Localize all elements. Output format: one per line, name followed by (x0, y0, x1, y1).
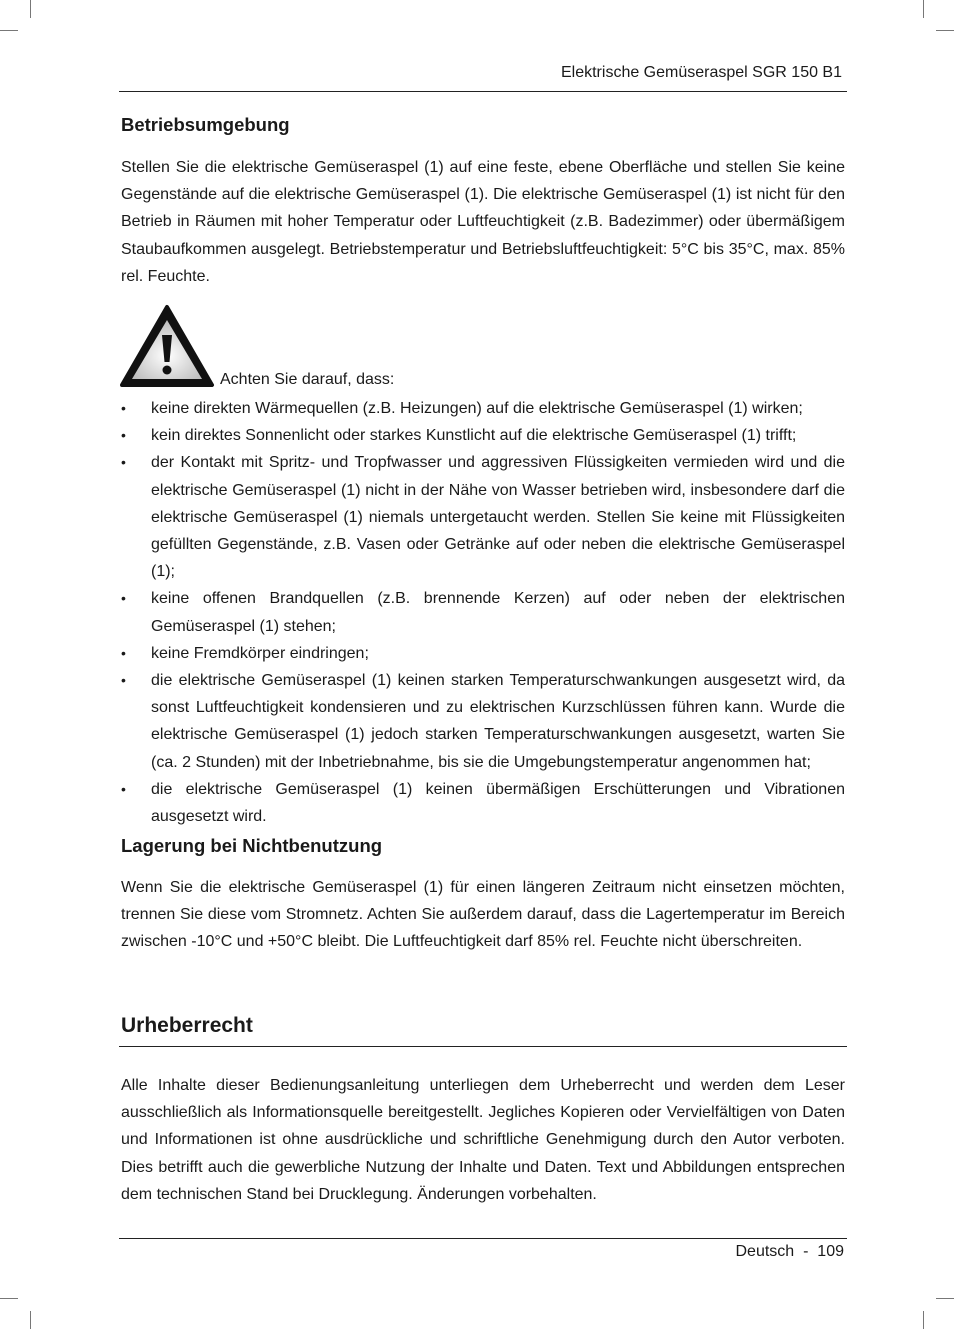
section-heading-copyright: Urheberrecht (121, 1014, 253, 1037)
paragraph-storage: Wenn Sie die elektrische Gemüseraspel (1) für einen längeren Zeitraum nicht einsetzen möchten, trennen Sie diese vom Stromnetz. Achten Sie außerdem darauf, dass die Lagertemperatur im Bereich zwischen -10°C und +50°C bleibt. Die Luftfeuchtigkeit darf 85% rel. Feuchte nicht überschreiten. (121, 879, 845, 951)
page-header-title: Elektrische Gemüseraspel SGR 150 B1 (560, 64, 842, 81)
list-item (121, 667, 845, 776)
list-item-text: keine direkten Wärmequellen (z.B. Heizungen) auf die elektrische Gemüseraspel (1) wirken; (151, 400, 803, 417)
bullet-icon: • (121, 400, 126, 416)
page-footer: Deutsch - 109 (735, 1243, 844, 1260)
list-item-text: kein direktes Sonnenlicht oder starkes Kunstlicht auf die elektrische Gemüseraspel (1) trifft; (151, 427, 797, 445)
section-heading-environment: Betriebsumgebung (121, 114, 290, 135)
section-heading-storage: Lagerung bei Nichtbenutzung (121, 835, 383, 856)
paragraph-copyright: Alle Inhalte dieser Bedienungsanleitung unterliegen dem Urheberrecht und werden dem Leser ausschließlich als Informationsquelle bereitgestellt. Jegliches Kopieren oder Vervielfältigen von Daten und Informationen ist ohne ausdrückliche und schriftliche Genehmigung durch den Autor verboten. Dies betrifft auch die gewerbliche Nutzung der Inhalte und Daten. Text und Abbildungen entsprechen dem technischen Stand bei Drucklegung. Änderungen vorbehalten. (121, 1077, 845, 1203)
bullet-icon: • (121, 427, 126, 444)
list-item (121, 776, 845, 830)
list-item-text: keine Fremdkörper eindringen; (151, 644, 369, 662)
bullet-icon: • (121, 672, 126, 689)
section-rule (119, 1046, 847, 1047)
footer-rule (119, 1238, 847, 1239)
crop-mark (923, 1311, 924, 1329)
bullet-icon: • (121, 590, 126, 607)
crop-mark (0, 1298, 18, 1299)
bullet-icon: • (121, 780, 126, 797)
crop-mark (30, 0, 31, 18)
crop-mark (936, 30, 954, 31)
crop-mark (936, 1298, 954, 1299)
list-item (121, 640, 845, 667)
list-item (121, 585, 845, 639)
list-item (121, 395, 845, 422)
list-item (121, 449, 845, 585)
warning-bullet-list (121, 395, 845, 830)
paragraph-environment: Stellen Sie die elektrische Gemüseraspel (1) auf eine feste, ebene Oberfläche und stellen Sie keine Gegenstände auf die elektrische Gemüseraspel (1). Die elektrische Gemüseraspel (1) ist nicht für den Betrieb in Räumen mit hoher Temperatur oder Luftfeuchtigkeit (z.B. Badezimmer) oder übermäßigem Staubaufkommen ausgelegt. Betriebstemperatur und Betriebsluftfeuchtigkeit: 5°C bis 35°C, max. 85% rel. Feuchte. (121, 159, 845, 285)
bullet-icon: • (121, 454, 126, 471)
list-item-text: die elektrische Gemüseraspel (1) keinen übermäßigen Erschütterungen und Vibrationen ausgesetzt wird. (151, 780, 845, 826)
bullet-icon: • (121, 644, 126, 661)
list-item (121, 422, 845, 449)
crop-mark (30, 1311, 31, 1329)
warning-label: Achten Sie darauf, dass: (220, 371, 395, 388)
header-rule (119, 91, 847, 92)
list-item-text: der Kontakt mit Spritz- und Tropfwasser und aggressiven Flüssigkeiten vermieden wird und die elektrische Gemüseraspel (1) nicht in der Nähe von Wasser betrieben wird, insbesondere darf die elektrische Gemüseraspel (1) niemals untergetaucht werden. Stellen Sie keine mit Flüssigkeiten gefüllten Gegenstände, z.B. Vasen oder Getränke auf oder neben die elektrische Gemüseraspel (1); (151, 454, 845, 581)
warning-triangle-icon (119, 304, 215, 388)
crop-mark (0, 30, 18, 31)
crop-mark (923, 0, 924, 18)
list-item-text: die elektrische Gemüseraspel (1) keinen starken Temperaturschwankungen ausgesetzt wird, da sonst Luftfeuchtigkeit kondensieren und zu elektrischen Kurzschlüssen führen kann. Wurde die elektrische Gemüseraspel (1) jedoch starken Temperaturschwankungen ausgesetzt, warten Sie (ca. 2 Stunden) mit der Inbetriebnahme, bis sie die Umgebungstemperatur angenommen hat; (151, 672, 845, 771)
list-item-text: keine offenen Brandquellen (z.B. brennende Kerzen) auf oder neben der elektrischen Gemüseraspel (1) stehen; (151, 590, 845, 635)
